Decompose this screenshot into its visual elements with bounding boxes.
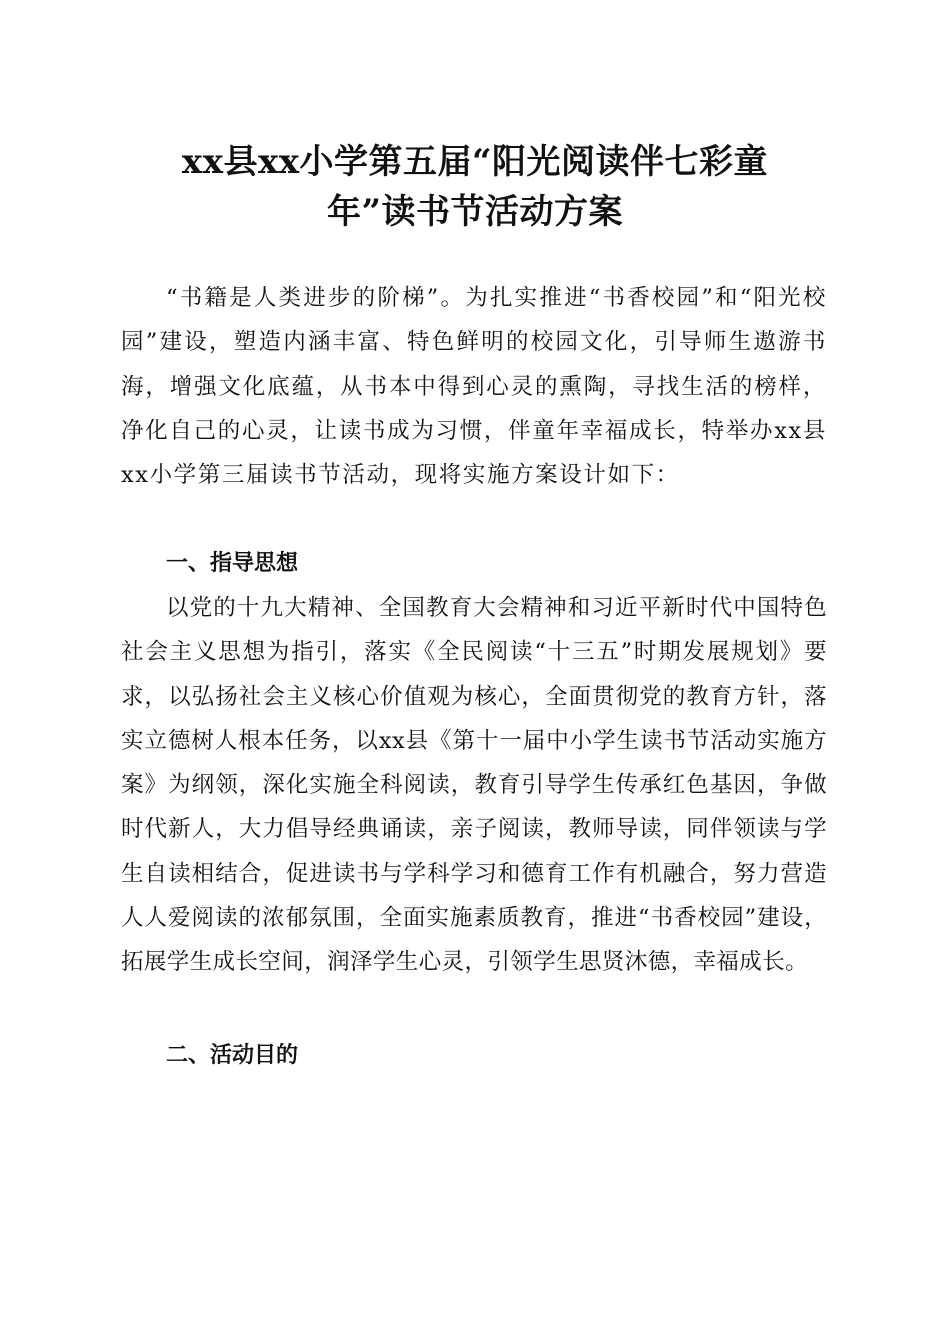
section-heading-activity-purpose: 二、活动目的 bbox=[166, 1043, 299, 1068]
section-heading-guiding-ideology: 一、指导思想 bbox=[166, 551, 299, 576]
title-line-2: 年”读书节活动方案 bbox=[326, 192, 624, 232]
title-line-1: xx县xx小学第五届“阳光阅读伴七彩童 bbox=[181, 142, 769, 182]
document-title bbox=[120, 137, 830, 237]
intro-paragraph: “书籍是人类进步的阶梯”。为扎实推进“书香校园”和“阳光校园”建设，塑造内涵丰富、特色鲜明的校园文化，引导师生遨游书海，增强文化底蕴，从书本中得到心灵的熏陶，寻找生活的榜样，净化自己的心灵，让读书成为习惯，伴童年幸福成长，特举办xx县xx小学第三届读书节活动，现将实施方案设计如下： bbox=[121, 285, 827, 489]
guiding-ideology-paragraph: 以党的十九大精神、全国教育大会精神和习近平新时代中国特色社会主义思想为指引，落实《全民阅读“十三五”时期发展规划》要求，以弘扬社会主义核心价值观为核心，全面贯彻党的教育方针，落实立德树人根本任务，以xx县《第十一届中小学生读书节活动实施方案》为纲领，深化实施全科阅读，教育引导学生传承红色基因，争做时代新人，大力倡导经典诵读，亲子阅读，教师导读，同伴领读与学生自读相结合，促进读书与学科学习和德育工作有机融合，努力营造人人爱阅读的浓郁氛围，全面实施素质教育，推进“书香校园”建设，拓展学生成长空间，润泽学生心灵，引领学生思贤沐德，幸福成长。 bbox=[121, 595, 827, 976]
